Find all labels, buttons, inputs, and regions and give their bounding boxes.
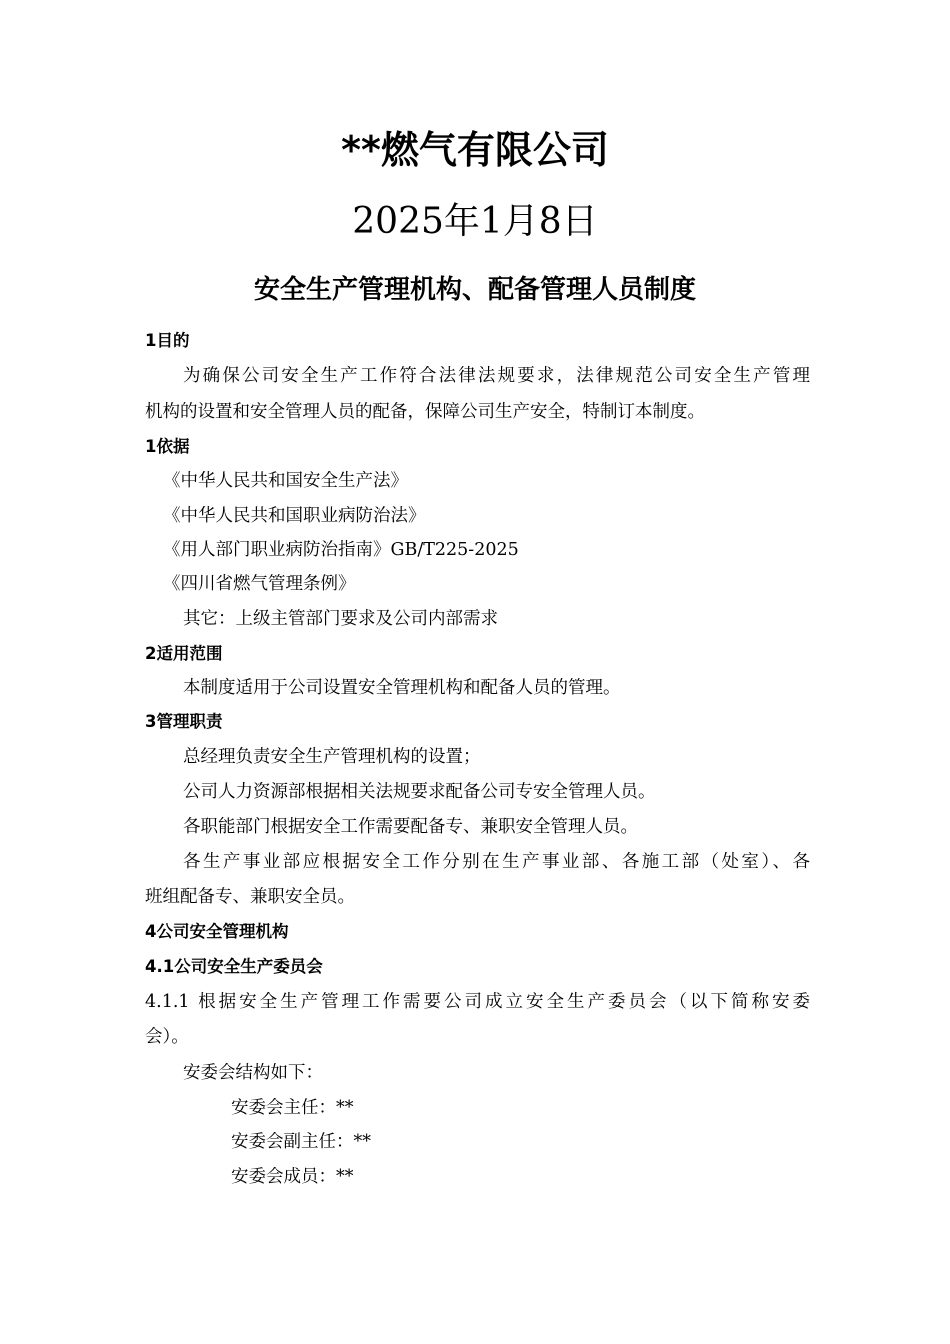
section-heading-basis: 1依据 (145, 437, 190, 456)
section-heading-purpose: 1目的 (145, 331, 190, 350)
duty-item-last-line-1: 各生产事业部应根据安全工作分别在生产事业部、各施工部（处室）、各 (183, 852, 810, 872)
clause-4-1-1-line-2: 会）。 (145, 1027, 189, 1047)
basis-item: 《中华人民共和国安全生产法》 (163, 471, 408, 491)
committee-member: 安委会副主任：** (231, 1132, 371, 1152)
section-heading-scope: 2适用范围 (145, 644, 223, 663)
basis-item: 《用人部门职业病防治指南》GB/T225-2025 (163, 540, 519, 560)
scope-text: 本制度适用于公司设置安全管理机构和配备人员的管理。 (183, 678, 621, 698)
basis-item: 其它：上级主管部门要求及公司内部需求 (183, 609, 498, 629)
committee-member: 安委会主任：** (231, 1098, 354, 1118)
purpose-text-line-2: 机构的设置和安全管理人员的配备，保障公司生产安全，特制订本制度。 (145, 402, 705, 422)
section-heading-org: 4公司安全管理机构 (145, 922, 289, 941)
committee-structure-intro: 安委会结构如下： (183, 1063, 323, 1083)
basis-item: 《四川省燃气管理条例》 (163, 574, 356, 594)
subsection-heading-committee: 4.1公司安全生产委员会 (145, 957, 323, 976)
basis-item: 《中华人民共和国职业病防治法》 (163, 506, 426, 526)
clause-4-1-1-line-1: 4.1.1 根据安全生产管理工作需要公司成立安全生产委员会（以下简称安委 (145, 992, 810, 1012)
duty-item: 总经理负责安全生产管理机构的设置； (183, 747, 481, 767)
duty-item-last-line-2: 班组配备专、兼职安全员。 (145, 887, 355, 907)
duty-item: 各职能部门根据安全工作需要配备专、兼职安全管理人员。 (183, 817, 638, 837)
duty-item: 公司人力资源部根据相关法规要求配备公司专安全管理人员。 (183, 782, 656, 802)
document-date: 2025年1月8日 (352, 201, 598, 242)
document-title: 安全生产管理机构、配备管理人员制度 (253, 275, 696, 305)
purpose-text-line-1: 为确保公司安全生产工作符合法律法规要求，法律规范公司安全生产管理 (183, 366, 810, 386)
company-title: **燃气有限公司 (341, 128, 609, 172)
committee-member: 安委会成员：** (231, 1167, 354, 1187)
section-heading-duties: 3管理职责 (145, 712, 223, 731)
